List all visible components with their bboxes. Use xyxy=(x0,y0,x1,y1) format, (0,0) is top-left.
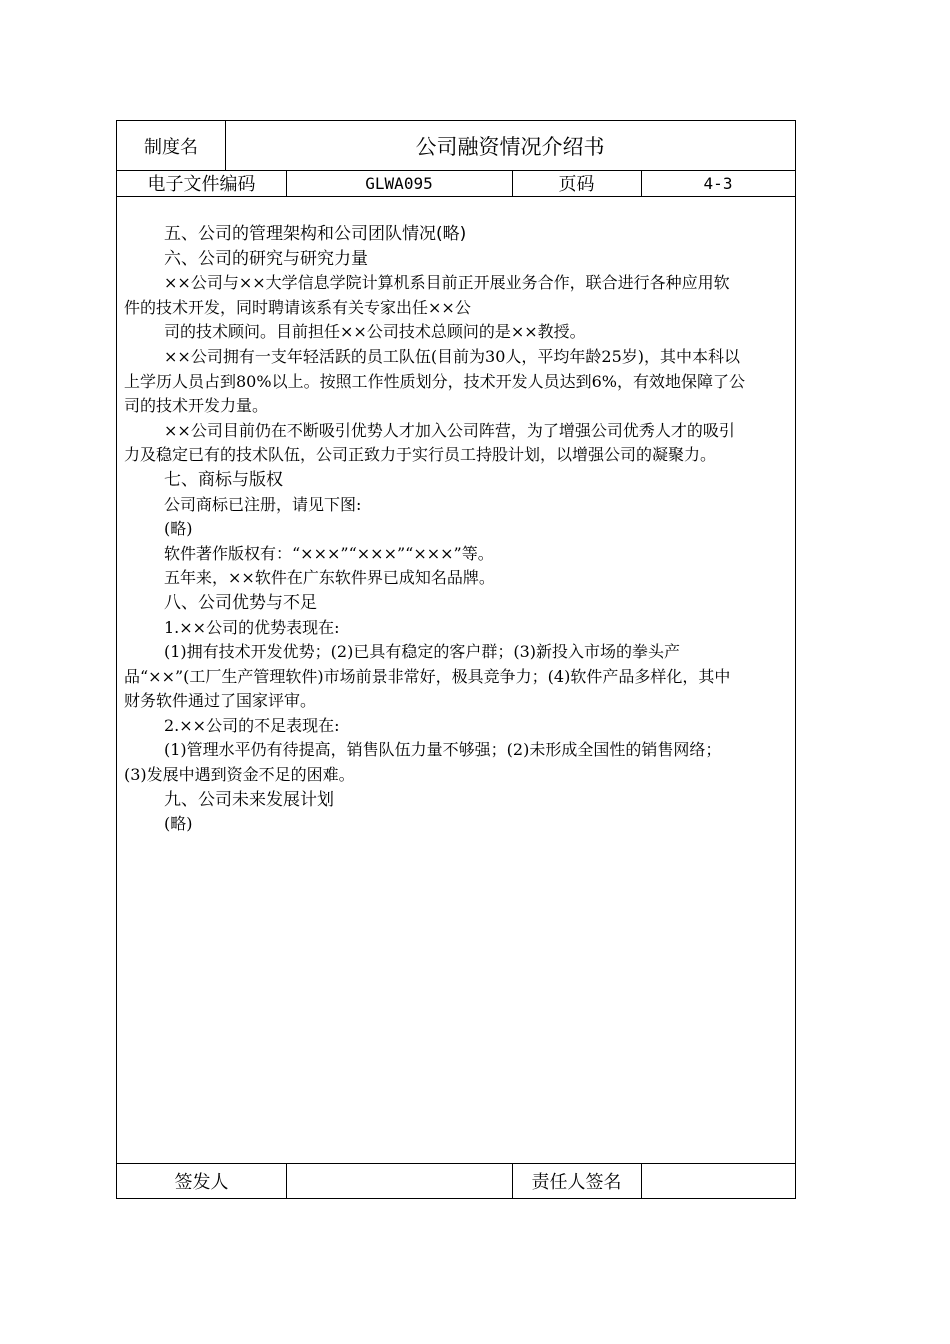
section-8-heading: 八、公司优势与不足 xyxy=(164,592,317,613)
section-8-paragraph-4: (1)管理水平仍有待提高，销售队伍力量不够强；(2)未形成全国性的销售网络；(3)发展中遇到资金不足的困难。 xyxy=(124,740,722,785)
page-number: 4-3 xyxy=(703,173,733,193)
page-label: 页码 xyxy=(558,174,595,195)
section-6-heading: 六、公司的研究与研究力量 xyxy=(164,248,368,269)
section-8-paragraph-1: 1.××公司的优势表现在: xyxy=(164,617,340,637)
section-6-paragraph-1: ××公司与××大学信息学院计算机系目前正开展业务合作，联合进行各种应用软件的技术开发，同时聘请该系有关专家出任××公 xyxy=(124,273,730,317)
section-8-paragraph-2: (1)拥有技术开发优势；(2)已具有稳定的客户群；(3)新投入市场的拳头产品“××”(工厂生产管理软件)市场前景非常好，极具竞争力；(4)软件产品多样化，其中财务软件通过了国家评审。 xyxy=(124,642,731,711)
document-title: 公司融资情况介绍书 xyxy=(415,134,605,159)
file-code-value: GLWA095 xyxy=(365,173,433,193)
section-9-paragraph-1: (略) xyxy=(164,814,193,834)
document-body xyxy=(124,222,784,837)
section-6-paragraph-2: ××公司拥有一支年轻活跃的员工队伍(目前为30人，平均年龄25岁)，其中本科以上学历人员占到80%以上。按照工作性质划分，技术开发人员达到6%，有效地保障了公司的技术开发力量。 xyxy=(124,346,745,416)
meta-divider xyxy=(117,196,795,197)
section-7-paragraph-1: 公司商标已注册，请见下图: xyxy=(164,494,362,514)
responsible-signature xyxy=(641,1163,795,1199)
section-8-paragraph-3: 2.××公司的不足表现在: xyxy=(164,715,340,735)
issuer-value xyxy=(286,1163,512,1199)
issuer-label: 签发人 xyxy=(174,1172,229,1193)
section-9-heading: 九、公司未来发展计划 xyxy=(164,789,334,810)
section-7-paragraph-2: (略) xyxy=(164,519,193,539)
section-7-paragraph-3: 软件著作版权有：“×××”“×××”“×××”等。 xyxy=(164,543,494,563)
responsible-label: 责任人签名 xyxy=(531,1172,622,1193)
section-6-paragraph-1-continued: 司的技术顾问。目前担任××公司技术总顾问的是××教授。 xyxy=(164,322,586,342)
file-code-label: 电子文件编码 xyxy=(147,174,256,195)
section-6-paragraph-3: ××公司目前仍在不断吸引优势人才加入公司阵营，为了增强公司优秀人才的吸引力及稳定已有的技术队伍，公司正致力于实行员工持股计划，以增强公司的凝聚力。 xyxy=(124,420,735,465)
section-5-heading: 五、公司的管理架构和公司团队情况(略) xyxy=(164,224,467,244)
name-label: 制度名 xyxy=(144,136,198,158)
section-7-paragraph-4: 五年来，××软件在广东软件界已成知名品牌。 xyxy=(164,568,495,588)
section-7-heading: 七、商标与版权 xyxy=(164,469,283,490)
